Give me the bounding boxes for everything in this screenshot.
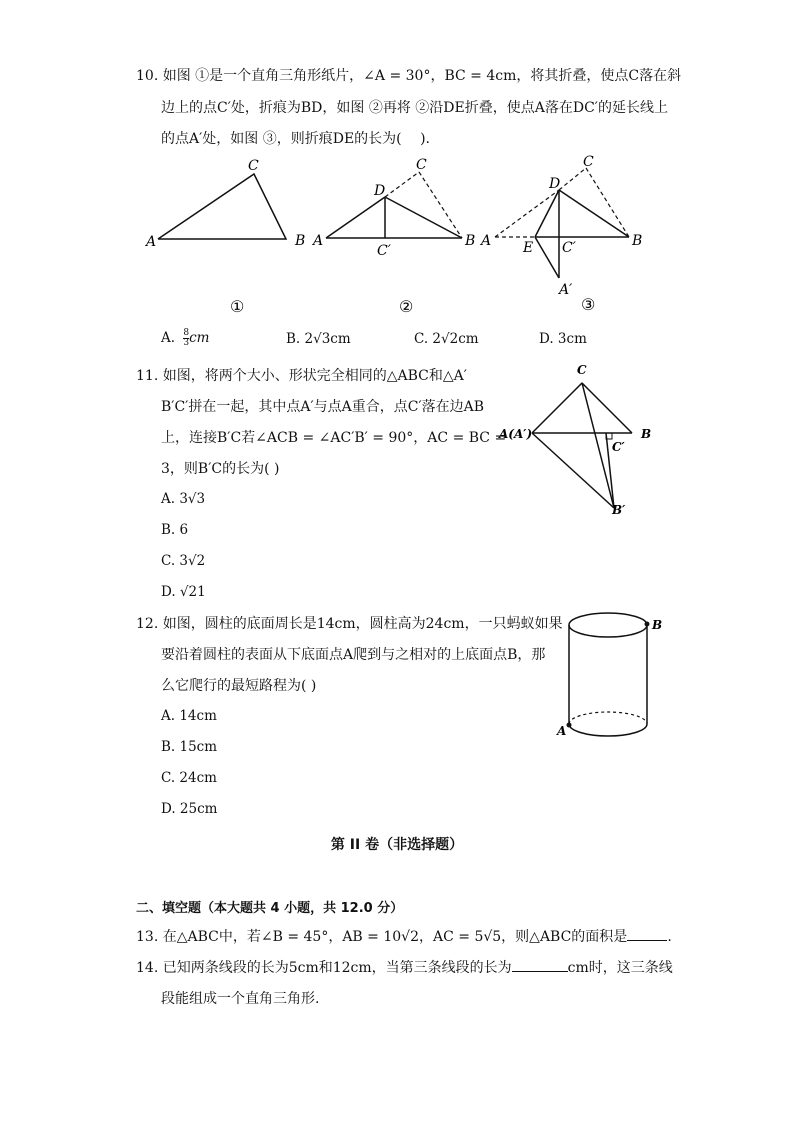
fig1-label-C: C — [248, 158, 259, 174]
q10-figures — [140, 150, 680, 320]
q12-label-A: A — [557, 724, 567, 738]
fig3-label-A: A — [481, 233, 492, 249]
q12-option-d[interactable]: D. 25cm — [161, 801, 218, 817]
q10-line-2: 边上的点C′处，折痕为BD，如图 ②再将 ②沿DE折叠，使点A落在DC′的延长线上 — [161, 100, 668, 116]
q11-option-d[interactable]: D. √21 — [161, 584, 206, 600]
fig2-label-C: C — [416, 157, 427, 173]
fig2-label-C-prime: C′ — [377, 243, 391, 259]
q11-option-b[interactable]: B. 6 — [161, 522, 189, 538]
q10-figure-1 — [144, 158, 305, 316]
fig3-label-B: B — [632, 233, 643, 249]
q11-label-B-prime: B′ — [612, 503, 626, 517]
q10-option-a-unit: cm — [189, 330, 210, 346]
fig3-label-E: E — [523, 240, 534, 256]
q11-line-1: 11. 如图，将两个大小、形状完全相同的△ABC和△A′ — [136, 368, 467, 384]
fig3-label-C-prime: C′ — [562, 240, 576, 256]
q10-line-3: 的点A′处，如图 ③，则折痕DE的长为( ). — [161, 131, 431, 147]
fig3-label-D: D — [549, 176, 561, 192]
q12-line-3: 么它爬行的最短路程为( ) — [161, 678, 317, 694]
q11-option-a[interactable]: A. 3√3 — [161, 491, 206, 507]
fig1-triangle — [158, 174, 286, 239]
q12-line-1: 12. 如图，圆柱的底面周长是14cm，圆柱高为24cm，一只蚂蚁如果 — [136, 616, 563, 632]
q10-option-a-denominator: 3 — [183, 338, 190, 348]
fig1-number: ① — [230, 297, 245, 316]
q12-label-B: B — [652, 618, 663, 632]
q10-option-a-numerator: 8 — [183, 328, 190, 338]
q13-end: . — [667, 929, 672, 945]
q14-text-before: 14. 已知两条线段的长为5cm和12cm，当第三条线段的长为 — [136, 960, 512, 976]
q13 — [136, 928, 672, 946]
q11-line-4: 3，则B′C的长为( ) — [161, 461, 280, 477]
fig2-label-A: A — [313, 233, 324, 249]
fig3-label-A-prime: A′ — [559, 282, 573, 298]
q12-option-b[interactable]: B. 15cm — [161, 739, 218, 755]
q12-line-2: 要沿着圆柱的表面从下底面点A爬到与之相对的上底面点B，那 — [161, 647, 546, 663]
fig1-label-A: A — [146, 234, 157, 250]
q13-answer-blank[interactable] — [627, 940, 667, 941]
q14-line-2: 段能组成一个直角三角形. — [161, 991, 320, 1007]
q12-option-a[interactable]: A. 14cm — [161, 708, 217, 724]
q14-answer-blank[interactable] — [512, 971, 568, 972]
q12-option-c[interactable]: C. 24cm — [161, 770, 217, 786]
q13-text: 13. 在△ABC中，若∠B = 45°，AB = 10√2，AC = 5√5，则△ABC的面积是 — [136, 929, 628, 945]
q11-label-C: C — [577, 363, 587, 377]
q10-option-a-letter: A. — [161, 330, 176, 346]
part2-title: 第 II 卷（非选择题） — [330, 837, 464, 853]
fig1-label-B: B — [295, 233, 306, 249]
q10-option-c[interactable]: C. 2√2cm — [414, 331, 479, 347]
q10-line-1: 10. 如图 ①是一个直角三角形纸片，∠A = 30°，BC = 4cm，将其折叠，使点C落在斜 — [136, 68, 682, 84]
q10-option-b[interactable]: B. 2√3cm — [286, 331, 351, 347]
fig2-number: ② — [399, 297, 414, 316]
fig3-label-C: C — [583, 154, 594, 170]
q11-label-A-A-prime: A(A′) — [499, 427, 533, 441]
fig2-label-D: D — [374, 183, 386, 199]
q11-line-3: 上，连接B′C若∠ACB = ∠AC′B′ = 90°，AC = BC = — [161, 430, 507, 446]
q11-label-C-prime: C′ — [612, 440, 625, 454]
q11-label-B: B — [641, 427, 652, 441]
q11-option-c[interactable]: C. 3√2 — [161, 553, 206, 569]
section2-heading: 二、填空题（本大题共 4 小题，共 12.0 分） — [136, 901, 404, 916]
fig2-label-B: B — [465, 233, 476, 249]
q10-option-d[interactable]: D. 3cm — [539, 331, 587, 347]
q10-option-a[interactable] — [161, 329, 209, 348]
q14-text-after: cm时，这三条线 — [567, 960, 673, 976]
q11-figure — [496, 358, 666, 523]
fig3-number: ③ — [581, 295, 596, 314]
q10-figure-2 — [311, 157, 475, 316]
q14-line-1 — [136, 959, 673, 977]
q11-line-2: B′C′拼在一起，其中点A′与点A重合，点C′落在边AB — [161, 399, 485, 415]
q10-figure-3 — [479, 154, 642, 314]
q12-cylinder-figure — [552, 607, 672, 747]
